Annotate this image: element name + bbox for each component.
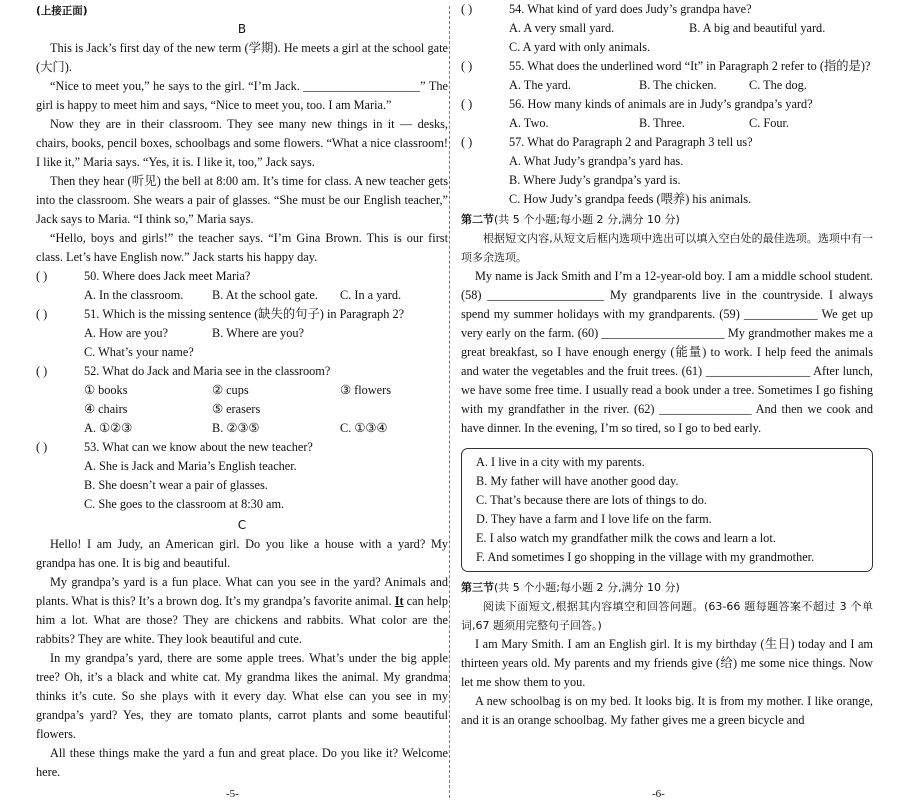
continued-label: (上接正面) [36,5,88,17]
option-d: D. They have a farm and I love life on the farm. [476,512,712,526]
answer-bracket[interactable]: ( ) [36,364,48,378]
option-a: A. The yard. [509,78,571,92]
passage-b-p5: “Hello, boys and girls!” the teacher says. “I’m Gina Brown. This is our first class. Let’s have English now.” Jack starts his happy day. [36,231,448,264]
question-text: 52. What do Jack and Maria see in the classroom? [84,364,331,378]
passage-b-p1: This is Jack’s first day of the new term (学期). He meets a girl at the school gate (大门). [36,41,448,74]
question-text: 51. Which is the missing sentence (缺失的句子) in Paragraph 2? [84,307,405,321]
option-b: B. Where are you? [212,326,304,340]
option-b: B. Where Judy’s grandpa’s yard is. [509,173,681,187]
section-c-letter: C [237,518,247,532]
option-c: C. She goes to the classroom at 8:30 am. [84,497,285,511]
question-text: 54. What kind of yard does Judy’s grandpa have? [509,2,752,16]
item-2: ② cups [212,383,249,397]
option-b: B. The chicken. [639,78,717,92]
option-c: C. How Judy’s grandpa feeds (喂养) his animals. [509,192,752,206]
option-a: A. ①②③ [84,421,133,435]
right-page [461,0,873,730]
answer-bracket[interactable]: ( ) [36,269,48,283]
answer-bracket[interactable]: ( ) [36,307,48,321]
passage-mary-p2: A new schoolbag is on my bed. It looks big. It is from my mother. I like orange, and it is an orange schoolbag. My father gives me a green bicycle and [461,694,873,727]
option-c: C. A yard with only animals. [509,40,651,54]
q50-options [36,286,448,305]
question-text: 56. How many kinds of animals are in Judy’s grandpa’s yard? [509,97,813,111]
question-51 [36,305,448,324]
option-b: B. My father will have another good day. [476,474,679,488]
passage-c-p4: All these things make the yard a fun and great place. Do you like it? Welcome here. [36,746,448,779]
passage-c-p2 [36,573,448,649]
option-b: B. Three. [639,116,685,130]
q52-items-row2 [36,400,448,419]
option-c: C. That’s because there are lots of things to do. [476,493,707,507]
item-3: ③ flowers [340,383,391,397]
passage-c-p2-b: can help him a lot. What are those? They are chickens and rabbits. What color are the rabbits? They are white. They look beautiful and cute. [36,594,449,646]
option-a: A. In the classroom. [84,288,184,302]
question-text: 57. What do Paragraph 2 and Paragraph 3 tell us? [509,135,753,149]
item-1: ① books [84,383,128,397]
question-52 [36,362,448,381]
answer-bracket[interactable]: ( ) [461,59,473,73]
q55-options [461,76,873,95]
option-c: C. Four. [749,116,789,130]
passage-b-p2: “Nice to meet you,” he says to the girl. “I’m Jack. ___________________” The girl is happy to meet him and says, “Nice to meet you, too. I am Maria.” [36,79,448,112]
question-55 [461,57,873,76]
page-divider [449,6,450,798]
question-54 [461,0,873,19]
answer-bracket[interactable]: ( ) [461,2,473,16]
section-2-heading [461,210,873,229]
option-c: C. The dog. [749,78,807,92]
passage-b-p4: Then they hear (听见) the bell at 8:00 am. It’s time for class. A new teacher gets into the classroom. She wears a pair of glasses. “She must be our English teacher,” Jack says to Maria. “I think so,” Maria says. [36,174,448,226]
section-b-letter: B [237,22,247,36]
section-2-instructions: 根据短文内容,从短文后框内选项中选出可以填入空白处的最佳选项。选项中有一项多余选项。 [461,232,873,264]
q54-options [461,19,873,38]
q52-options [36,419,448,438]
page-number-right: -6- [652,788,665,800]
section-3-instructions: 阅读下面短文,根据其内容填空和回答问题。(63-66 题每题答案不超过 3 个单词,67 题须用完整句子回答。) [461,600,873,632]
item-5: ⑤ erasers [212,402,261,416]
passage-c-p1: Hello! I am Judy, an American girl. Do you like a house with a yard? My grandpa has one. It is big and beautiful. [36,537,448,570]
option-a: A. Two. [509,116,549,130]
question-53 [36,438,448,457]
option-b: B. ②③⑤ [212,421,260,435]
page-number-left: -5- [226,788,239,800]
item-4: ④ chairs [84,402,128,416]
option-a: A. How are you? [84,326,169,340]
option-b: B. At the school gate. [212,288,318,302]
question-text: 55. What does the underlined word “It” in Paragraph 2 refer to (指的是)? [509,59,871,73]
option-b: B. She doesn’t wear a pair of glasses. [84,478,268,492]
passage-b-p3: Now they are in their classroom. They see many new things in it — desks, chairs, books, pencil boxes, schoolbags and some flowers. “What a nice classroom! I like it,” Maria says. “Yes, it is. I like it, too,” Jack says. [36,117,448,169]
option-f: F. And sometimes I go shopping in the village with my grandmother. [476,550,815,564]
question-text: 50. Where does Jack meet Maria? [84,269,251,283]
section-2-subtitle: (共 5 个小题;每小题 2 分,满分 10 分) [494,213,680,226]
option-a: A. She is Jack and Maria’s English teacher. [84,459,297,473]
passage-c-p2-a: My grandpa’s yard is a fun place. What can you see in the yard? Animals and plants. What is this? It’s a brown dog. It’s my grandpa’s favorite animal. [36,575,448,608]
section-3-title: 第三节 [461,581,494,594]
section-3-heading [461,578,873,597]
passage-jack-smith: My name is Jack Smith and I’m a 12-year-old boy. I am a middle school student. (58) ___________________ My grandparents live in the countryside. I always spend my summer holidays with my grandparents. (59) ____________ We get up very early on the farm. (60) ____________________ My grandmother makes me a great breakfast, so I have enough energy (能量) to work. I help feed the animals and water the vegetables and the fruit trees. (61) _________________ After lunch, we have some free time. I usually read a book under a tree. Sometimes I go fishing with my grandfather in the river. (62) _______________ And then we cook and have dinner. In the evening, I’m so tired, so I go to bed early. [461,269,873,435]
option-c: C. ①③④ [340,421,388,435]
q51-options [36,324,448,343]
answer-bracket[interactable]: ( ) [461,135,473,149]
section-3-subtitle: (共 5 个小题;每小题 2 分,满分 10 分) [494,581,680,594]
q56-options [461,114,873,133]
option-a: A. What Judy’s grandpa’s yard has. [509,154,684,168]
option-a: A. I live in a city with my parents. [476,455,645,469]
left-page [36,0,448,782]
section-2-title: 第二节 [461,213,494,226]
underlined-it: It [394,594,404,608]
question-57 [461,133,873,152]
question-56 [461,95,873,114]
question-50 [36,267,448,286]
option-b: B. A big and beautiful yard. [689,21,826,35]
options-box [461,448,873,572]
option-e: E. I also watch my grandfather milk the cows and learn a lot. [476,531,776,545]
passage-c-p3: In my grandpa’s yard, there are some apple trees. What’s under the big apple tree? Oh, it’s a black and white cat. My grandma likes the animal. My grandma thinks it’s cute. So she plays with it every day. What else can you see in my grandpa’s yard? Yes, they are tomato plants, carrot plants and some beautiful flowers. [36,651,448,741]
answer-bracket[interactable]: ( ) [461,97,473,111]
option-a: A. A very small yard. [509,21,615,35]
passage-mary-p1: I am Mary Smith. I am an English girl. It is my birthday (生日) today and I am thirteen years old. My parents and my friends give (给) me some nice things. Now let me show them to you. [461,637,873,689]
q52-items-row1 [36,381,448,400]
answer-bracket[interactable]: ( ) [36,440,48,454]
question-text: 53. What can we know about the new teacher? [84,440,313,454]
option-c: C. In a yard. [340,288,402,302]
option-c: C. What’s your name? [84,345,194,359]
